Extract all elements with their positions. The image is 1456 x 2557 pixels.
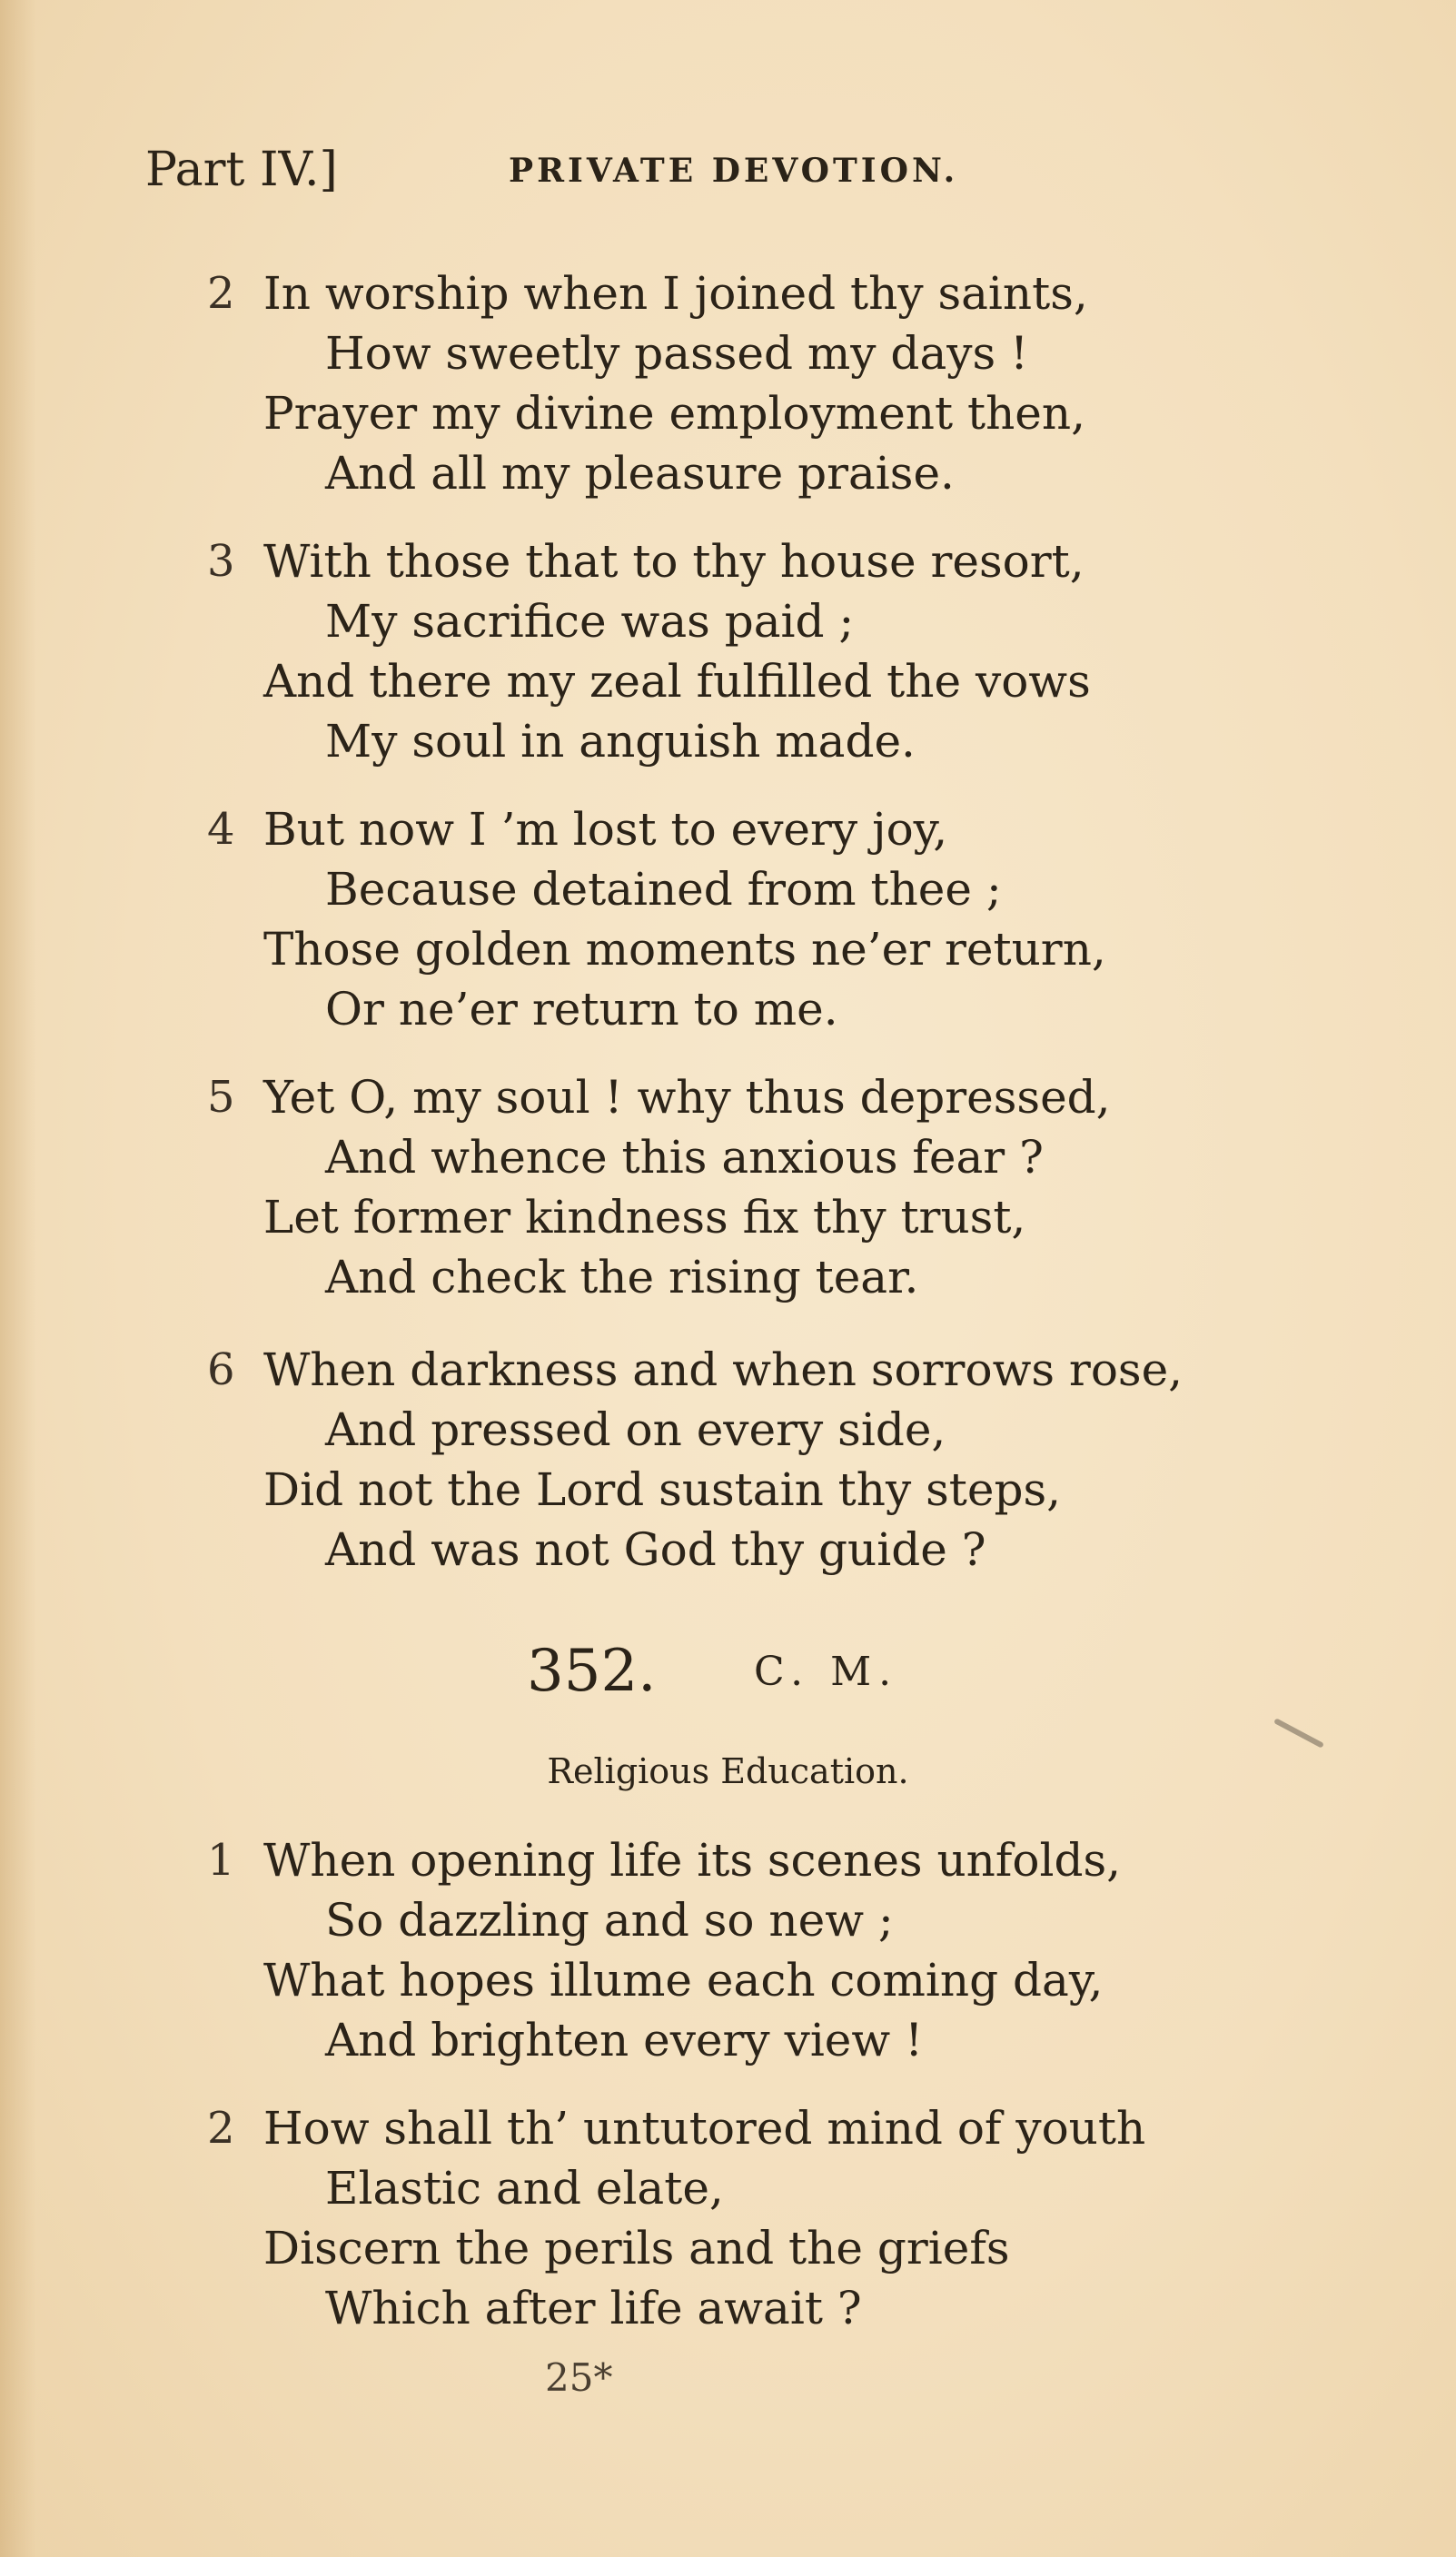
verse-line: And whence this anxious fear ? [325,1131,1044,1184]
verse-line: And check the rising tear. [325,1251,919,1303]
verse-line: My sacrifice was paid ; [325,595,855,648]
verse-number: 6 [207,1344,235,1395]
page-edge-shadow [0,0,36,2557]
page-signature: 25* [545,2355,613,2400]
verse-number: 2 [207,268,235,319]
running-header [145,138,1326,202]
hymn-heading [527,1635,1072,1708]
verse-line: How shall th’ untutored mind of youth [263,2102,1146,2155]
verse-line: And pressed on every side, [325,1403,946,1456]
verse-line: How sweetly passed my days ! [325,327,1029,380]
verse-line: Discern the perils and the griefs [263,2222,1010,2275]
verse-number: 1 [207,1835,235,1886]
verse-line: And there my zeal fulfilled the vows [263,655,1091,708]
hymn-subject: Religious Education. [547,1751,909,1791]
verse-line: So dazzling and so new ; [325,1894,894,1947]
verse-line: What hopes illume each coming day, [263,1954,1104,2007]
verse-line: Elastic and elate, [325,2162,724,2215]
verse-line: When opening life its scenes unfolds, [263,1834,1122,1887]
verse-number: 5 [207,1072,235,1123]
verse-line: Let former kindness fix thy trust, [263,1191,1026,1244]
verse-line: Or ne’er return to me. [325,983,838,1036]
verse-line: Yet O, my soul ! why thus depressed, [263,1071,1111,1124]
verse-line: And was not God thy guide ? [325,1523,986,1576]
verse-line: Did not the Lord sustain thy steps, [263,1463,1062,1516]
faint-pencil-mark: ​ [1005,1581,1012,1631]
verse-line: My soul in anguish made. [325,715,916,768]
verse-line: Those golden moments ne’er return, [263,923,1106,976]
verse-line: Because detained from thee ; [325,863,1002,916]
verse-line: When darkness and when sorrows rose, [263,1343,1184,1396]
ink-smudge [1273,1718,1324,1748]
verse-line: And brighten every view ! [325,2014,924,2066]
verse-line: In worship when I joined thy saints, [263,267,1088,320]
verse-line: And all my pleasure praise. [325,447,955,500]
hymn-number: 352. [527,1638,657,1705]
hymn-meter: C. M. [754,1649,899,1695]
verse-line: But now I ’m lost to every joy, [263,803,948,856]
section-title: PRIVATE DEVOTION. [509,152,959,190]
verse-line: With those that to thy house resort, [263,535,1085,588]
verse-number: 3 [207,536,235,587]
verse-number: 2 [207,2103,235,2154]
verse-line: Prayer my divine employment then, [263,387,1085,440]
verse-line: Which after life await ? [325,2282,862,2334]
part-label: Part IV.] [145,143,338,197]
verse-number: 4 [207,804,235,855]
